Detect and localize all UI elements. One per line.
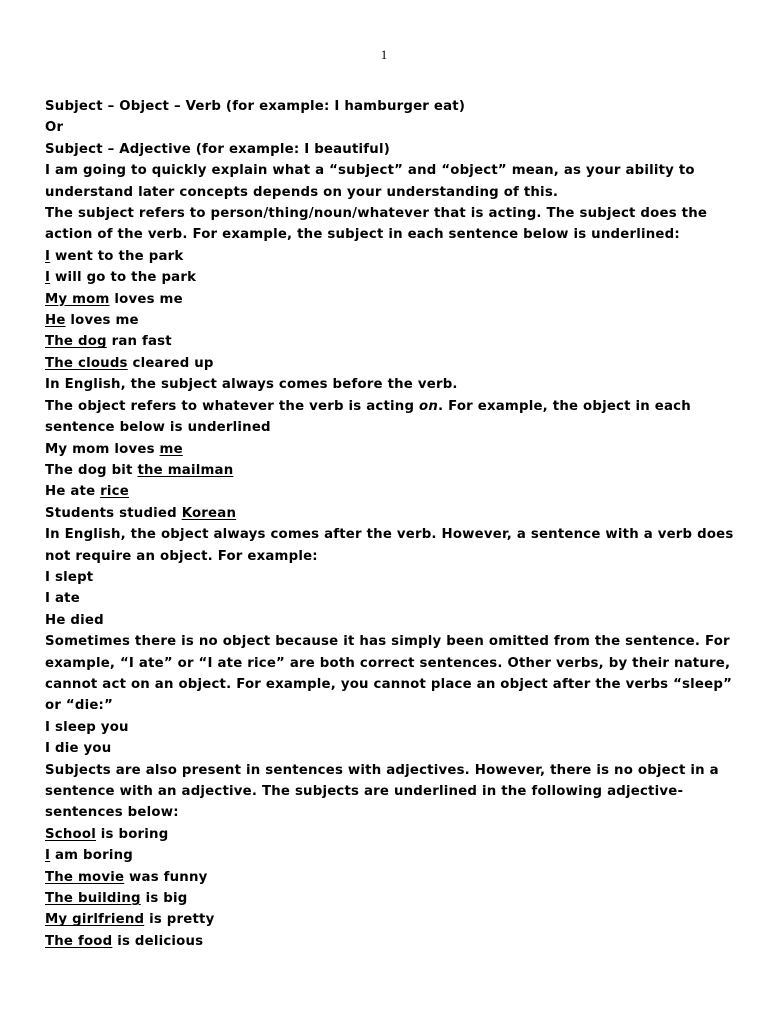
text-span: ran fast: [106, 334, 172, 350]
text-line: [45, 182, 735, 203]
text-span: The dog bit: [45, 462, 138, 478]
underlined-text: He: [45, 313, 66, 329]
text-span: Sometimes there is no object because it has simply been omitted from the sentence. For: [45, 634, 730, 650]
text-span: In English, the object always comes after the verb. However, a sentence with a verb does: [45, 527, 734, 543]
text-line: [45, 203, 735, 224]
text-line: [45, 653, 735, 674]
text-line: [45, 460, 735, 481]
text-span: I die you: [45, 741, 112, 757]
text-span: is boring: [95, 826, 169, 842]
document-body: [45, 96, 735, 952]
text-line: [45, 139, 735, 160]
text-span: cannot act on an object. For example, you cannot place an object after the verbs “sleep”: [45, 676, 733, 692]
text-line: [45, 417, 735, 438]
underlined-text: My girlfriend: [45, 912, 145, 928]
text-line: [45, 310, 735, 331]
underlined-text: the mailman: [137, 462, 234, 478]
text-line: [45, 674, 735, 695]
text-line: [45, 695, 735, 716]
text-line: [45, 867, 735, 888]
text-line: [45, 760, 735, 781]
text-span: He died: [45, 612, 104, 628]
text-span: He ate: [45, 484, 101, 500]
text-line: [45, 888, 735, 909]
text-line: [45, 524, 735, 545]
text-span: Students studied: [45, 505, 182, 521]
text-span: cleared up: [127, 355, 214, 371]
text-span: is big: [140, 891, 188, 907]
text-line: [45, 353, 735, 374]
underlined-text: The building: [45, 891, 141, 907]
text-line: [45, 738, 735, 759]
text-span: Subject – Adjective (for example: I beautiful): [45, 141, 390, 157]
text-span: is pretty: [144, 912, 215, 928]
text-span: . For example, the object in each: [438, 398, 691, 414]
text-span: is delicious: [112, 933, 204, 949]
underlined-text: The movie: [45, 869, 125, 885]
text-span: action of the verb. For example, the subject in each sentence below is underlined:: [45, 227, 680, 243]
text-line: [45, 224, 735, 245]
text-line: [45, 96, 735, 117]
text-line: [45, 331, 735, 352]
text-line: [45, 374, 735, 395]
text-line: [45, 503, 735, 524]
text-span: My mom loves: [45, 441, 160, 457]
text-span: sentence below is underlined: [45, 420, 271, 436]
text-span: I ate: [45, 591, 80, 607]
text-span: I slept: [45, 569, 94, 585]
italic-text: on: [419, 398, 439, 414]
text-line: [45, 802, 735, 823]
text-span: Subjects are also present in sentences with adjectives. However, there is no object in a: [45, 762, 719, 778]
underlined-text: I: [45, 248, 51, 264]
text-span: example, “I ate” or “I ate rice” are both correct sentences. Other verbs, by their nature,: [45, 655, 731, 671]
text-line: [45, 567, 735, 588]
text-line: [45, 931, 735, 952]
text-span: In English, the subject always comes before the verb.: [45, 377, 458, 393]
text-span: loves me: [65, 313, 139, 329]
text-line: [45, 546, 735, 567]
text-line: [45, 267, 735, 288]
text-span: went to the park: [50, 248, 184, 264]
text-line: [45, 481, 735, 502]
text-line: [45, 824, 735, 845]
text-span: not require an object. For example:: [45, 548, 318, 564]
underlined-text: The dog: [45, 334, 107, 350]
text-line: [45, 439, 735, 460]
text-line: [45, 117, 735, 138]
text-span: was funny: [124, 869, 208, 885]
text-span: am boring: [50, 848, 133, 864]
text-span: sentence with an adjective. The subjects are underlined in the following adjective-: [45, 784, 684, 799]
text-line: [45, 160, 735, 181]
text-line: [45, 717, 735, 738]
text-span: The object refers to whatever the verb is acting: [45, 398, 419, 414]
underlined-text: The food: [45, 933, 113, 949]
text-span: loves me: [109, 291, 183, 307]
text-line: [45, 845, 735, 866]
text-line: [45, 588, 735, 609]
text-span: will go to the park: [50, 270, 197, 286]
underlined-text: Korean: [181, 505, 237, 521]
text-line: [45, 610, 735, 631]
underlined-text: I: [45, 848, 51, 864]
underlined-text: rice: [100, 484, 129, 500]
text-span: sentences below:: [45, 805, 179, 821]
text-span: I sleep you: [45, 719, 129, 735]
underlined-text: I: [45, 270, 51, 286]
text-span: Or: [45, 120, 64, 136]
text-span: or “die:”: [45, 698, 114, 714]
underlined-text: My mom: [45, 291, 110, 307]
underlined-text: The clouds: [45, 355, 128, 371]
text-line: [45, 396, 735, 417]
text-line: [45, 631, 735, 652]
page-number: 1: [380, 47, 388, 62]
text-line: [45, 289, 735, 310]
text-span: The subject refers to person/thing/noun/whatever that is acting. The subject does the: [45, 206, 708, 222]
text-line: [45, 781, 735, 802]
text-span: understand later concepts depends on your understanding of this.: [45, 184, 559, 200]
text-span: I am going to quickly explain what a “subject” and “object” mean, as your ability to: [45, 163, 695, 179]
text-span: Subject – Object – Verb (for example: I hamburger eat): [45, 99, 466, 114]
text-line: [45, 246, 735, 267]
underlined-text: me: [159, 441, 183, 457]
text-line: [45, 909, 735, 930]
underlined-text: School: [45, 826, 96, 842]
